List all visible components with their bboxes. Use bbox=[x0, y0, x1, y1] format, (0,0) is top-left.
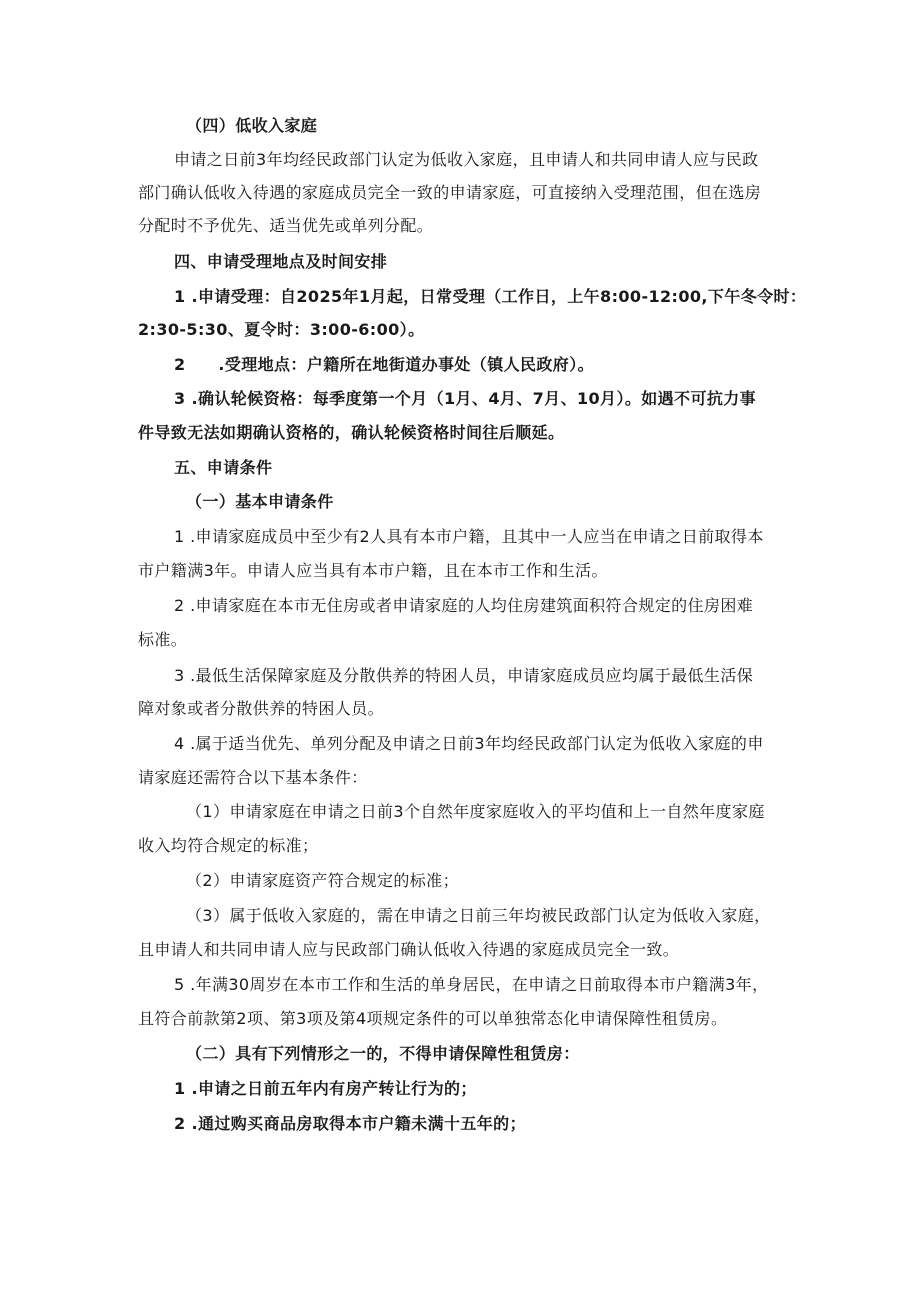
list-item-line: 件导致无法如期确认资格的，确认轮候资格时间往后顺延。 bbox=[138, 423, 565, 442]
subsection-title-exclusions: （二）具有下列情形之一的，不得申请保障性租赁房： bbox=[186, 1044, 580, 1063]
list-item-line: 2:30-5:30、夏令时：3:00-6:00）。 bbox=[138, 320, 425, 339]
list-item-line: 3 .最低生活保障家庭及分散供养的特困人员，申请家庭成员应均属于最低生活保 bbox=[174, 666, 754, 685]
list-item-line: 4 .属于适当优先、单列分配及申请之日前3年均经民政部门认定为低收入家庭的申 bbox=[174, 734, 764, 753]
list-item-line: 标准。 bbox=[138, 630, 188, 649]
paragraph-line: 部门确认低收入待遇的家庭成员完全一致的申请家庭，可直接纳入受理范围，但在选房 bbox=[138, 183, 762, 202]
list-item-line: 2 .受理地点：户籍所在地街道办事处（镇人民政府）。 bbox=[174, 355, 595, 374]
paragraph-line: 申请之日前3年均经民政部门认定为低收入家庭，且申请人和共同申请人应与民政 bbox=[174, 150, 759, 169]
list-item-line: 1 .申请之日前五年内有房产转让行为的； bbox=[174, 1079, 477, 1098]
list-item-line: 请家庭还需符合以下基本条件： bbox=[138, 768, 368, 787]
subsection-title-basic-conditions: （一）基本申请条件 bbox=[186, 492, 334, 511]
sub-list-item-line: （3）属于低收入家庭的，需在申请之日前三年均被民政部门认定为低收入家庭， bbox=[186, 906, 771, 925]
sub-list-item-line: （1）申请家庭在申请之日前3个自然年度家庭收入的平均值和上一自然年度家庭 bbox=[186, 802, 765, 821]
list-item-line: 市户籍满3年。申请人应当具有本市户籍，且在本市工作和生活。 bbox=[138, 561, 608, 580]
list-item-line: 2 .通过购买商品房取得本市户籍未满十五年的； bbox=[174, 1114, 526, 1133]
list-item-line: 障对象或者分散供养的特困人员。 bbox=[138, 699, 385, 718]
sub-list-item-line: 且申请人和共同申请人应与民政部门确认低收入待遇的家庭成员完全一致。 bbox=[138, 940, 680, 959]
list-item-line: 2 .申请家庭在本市无住房或者申请家庭的人均住房建筑面积符合规定的住房困难 bbox=[174, 596, 754, 615]
sub-list-item-line: （2）申请家庭资产符合规定的标准； bbox=[186, 871, 459, 890]
list-item-line: 1 .申请家庭成员中至少有2人具有本市户籍，且其中一人应当在申请之日前取得本 bbox=[174, 527, 764, 546]
section-title-five: 五、申请条件 bbox=[174, 458, 273, 477]
list-item-line: 1 .申请受理：自2025年1月起，日常受理（工作日，上午8:00-12:00,下午冬令时： bbox=[174, 287, 807, 306]
subsection-title-low-income: （四）低收入家庭 bbox=[186, 116, 318, 135]
section-title-four: 四、申请受理地点及时间安排 bbox=[174, 252, 388, 271]
sub-list-item-line: 收入均符合规定的标准； bbox=[138, 836, 319, 855]
paragraph-line: 分配时不予优先、适当优先或单列分配。 bbox=[138, 216, 434, 235]
list-item-line: 3 .确认轮候资格：每季度第一个月（1月、4月、7月、10月）。如遇不可抗力事 bbox=[174, 389, 757, 408]
list-item-line: 且符合前款第2项、第3项及第4项规定条件的可以单独常态化申请保障性租赁房。 bbox=[138, 1009, 728, 1028]
list-item-line: 5 .年满30周岁在本市工作和生活的单身居民，在申请之日前取得本市户籍满3年， bbox=[174, 975, 769, 994]
